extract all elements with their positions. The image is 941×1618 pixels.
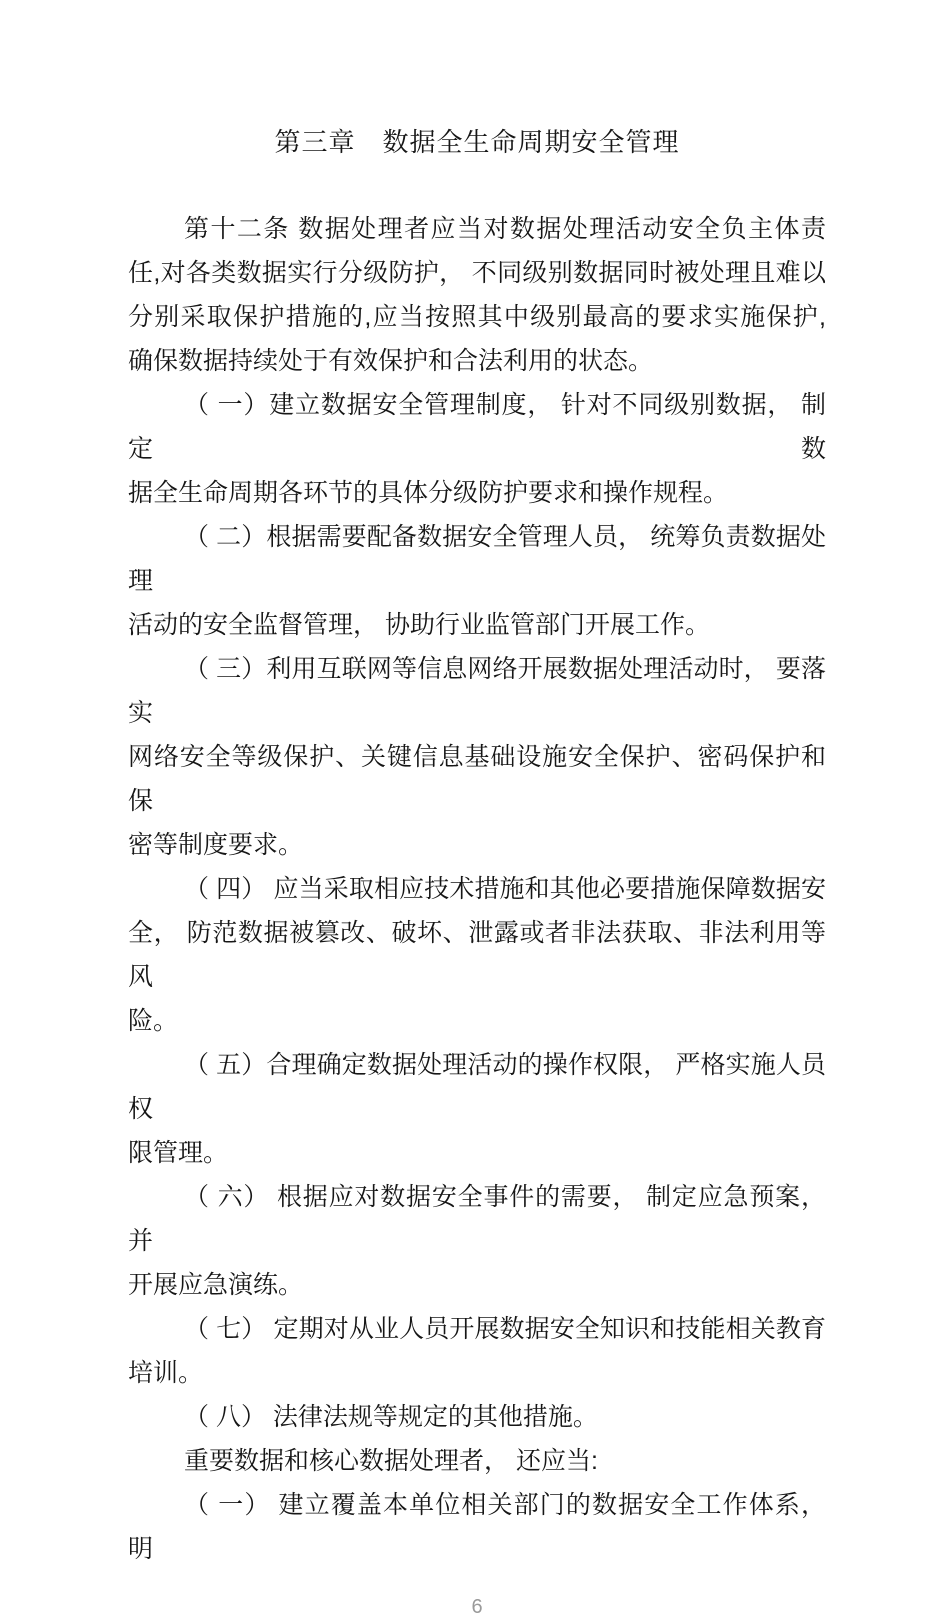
- text-line: （ 八） 法律法规等规定的其他措施。: [184, 1403, 598, 1431]
- page-number: 6: [471, 1596, 483, 1618]
- text-line: 重要数据和核心数据处理者， 还应当:: [184, 1447, 598, 1475]
- text-line: 培训。: [128, 1359, 204, 1387]
- text-line: 限管理。: [128, 1139, 229, 1167]
- text-line: （ 二）根据需要配备数据安全管理人员， 统筹负责数据处理: [128, 523, 826, 595]
- text-line: （ 七） 定期对从业人员开展数据安全知识和技能相关教育: [184, 1315, 826, 1343]
- text-line: 据全生命周期各环节的具体分级防护要求和操作规程。: [128, 479, 729, 507]
- text-line: （ 六） 根据应对数据安全事件的需要， 制定应急预案， 并: [128, 1183, 833, 1255]
- text-line: （ 一）建立数据安全管理制度， 针对不同级别数据， 制定数: [128, 391, 826, 463]
- text-line: 确保数据持续处于有效保护和合法利用的状态。: [128, 347, 654, 375]
- chapter-heading: 第三章 数据全生命周期安全管理: [274, 127, 680, 157]
- text-line: 险。: [128, 1007, 179, 1035]
- text-line: 全， 防范数据被篡改、破坏、泄露或者非法获取、非法利用等风: [128, 919, 826, 991]
- text-line: （ 一） 建立覆盖本单位相关部门的数据安全工作体系， 明: [128, 1491, 833, 1563]
- text-line: 密等制度要求。: [128, 831, 304, 859]
- document-body: [128, 207, 833, 1571]
- text-line: 网络安全等级保护、关键信息基础设施安全保护、密码保护和保: [128, 743, 826, 815]
- text-line: 任,对各类数据实行分级防护， 不同级别数据同时被处理且难以: [128, 259, 826, 287]
- text-line: （ 四） 应当采取相应技术措施和其他必要措施保障数据安: [184, 875, 826, 903]
- text-line: 开展应急演练。: [128, 1271, 304, 1299]
- text-line: （ 三）利用互联网等信息网络开展数据处理活动时， 要落实: [128, 655, 826, 727]
- text-line: 活动的安全监督管理， 协助行业监管部门开展工作。: [128, 611, 710, 639]
- text-line: （ 五）合理确定数据处理活动的操作权限， 严格实施人员权: [128, 1051, 826, 1123]
- text-line: 第十二条 数据处理者应当对数据处理活动安全负主体责: [184, 215, 826, 243]
- text-line: 分别采取保护措施的,应当按照其中级别最高的要求实施保护,: [128, 303, 826, 331]
